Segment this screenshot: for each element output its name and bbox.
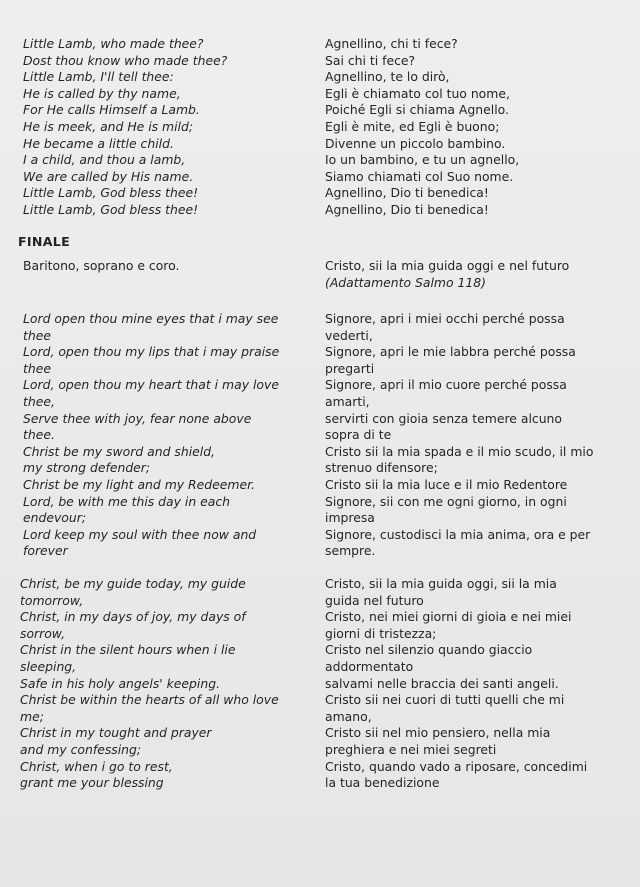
verse-line: Christ, in my days of joy, my days of	[20, 609, 246, 625]
verse-line: Christ, when i go to rest,	[20, 758, 173, 774]
verse-line: thee	[23, 327, 51, 343]
verse-line: Cristo, nei miei giorni di gioia e nei miei	[325, 609, 572, 625]
verse-line: impresa	[325, 510, 375, 526]
finale-title-line: Cristo, sii la mia guida oggi e nel futuro	[325, 258, 570, 273]
stanza3-english	[20, 576, 310, 792]
verse-line: He is called by thy name,	[23, 85, 181, 101]
verse-line: Agnellino, te lo dirò,	[325, 69, 450, 85]
verse-line: Cristo sii la mia luce e il mio Redentore	[325, 476, 568, 492]
verse-line: Lord keep my soul with thee now and	[23, 526, 257, 542]
verse-line: Signore, apri il mio cuore perché possa	[325, 377, 567, 393]
verse-line: vederti,	[325, 327, 373, 343]
verse-line: Cristo sii la mia spada e il mio scudo, il mio	[325, 443, 594, 459]
verse-line: Christ in my tought and prayer	[20, 725, 212, 741]
verse-line: and my confessing;	[20, 741, 142, 757]
verse-line: Little Lamb, God bless thee!	[23, 185, 199, 201]
verse-line: Little Lamb, I'll tell thee:	[23, 69, 174, 85]
verse-line: Signore, apri le mie labbra perché possa	[325, 344, 576, 360]
verse-line: Io un bambino, e tu un agnello,	[325, 152, 520, 168]
verse-line: Agnellino, Dio ti benedica!	[325, 185, 489, 201]
verse-line: Agnellino, chi ti fece?	[325, 36, 458, 51]
verse-line: salvami nelle braccia dei santi angeli.	[325, 675, 559, 691]
verse-line: Signore, custodisci la mia anima, ora e per	[325, 526, 591, 542]
verse-line: amarti,	[325, 393, 370, 409]
verse-line: Egli è mite, ed Egli è buono;	[325, 118, 500, 134]
verse-line: I a child, and thou a lamb,	[23, 152, 186, 168]
verse-line: Little Lamb, God bless thee!	[23, 201, 199, 217]
verse-line: Divenne un piccolo bambino.	[325, 135, 506, 151]
verse-line: Dost thou know who made thee?	[23, 52, 228, 68]
verse-line: sleeping,	[20, 658, 77, 674]
verse-line: He became a little child.	[23, 135, 174, 151]
verse-line: forever	[23, 543, 68, 559]
verse-line: thee	[23, 360, 51, 376]
verse-line: Sai chi ti fece?	[325, 52, 416, 68]
verse-line: Cristo sii nei cuori di tutti quelli che mi	[325, 692, 565, 708]
verse-line: Christ be my light and my Redeemer.	[23, 476, 255, 492]
verse-line: Agnellino, Dio ti benedica!	[325, 201, 489, 217]
verse-line: Signore, apri i miei occhi perché possa	[325, 311, 565, 326]
verse-line: pregarti	[325, 360, 375, 376]
verse-line: He is meek, and He is mild;	[23, 118, 194, 134]
verse-line: sorrow,	[20, 625, 66, 641]
verse-line: Cristo, quando vado a riposare, concedimi	[325, 758, 588, 774]
verse-line: servirti con gioia senza temere alcuno	[325, 410, 562, 426]
verse-line: me;	[20, 708, 44, 724]
verse-line: Poiché Egli si chiama Agnello.	[325, 102, 509, 118]
stanza2-english	[23, 311, 313, 560]
verse-line: Cristo nel silenzio quando giaccio	[325, 642, 533, 658]
section-heading-finale: FINALE	[18, 234, 71, 249]
verse-line: Egli è chiamato col tuo nome,	[325, 85, 510, 101]
verse-line: thee.	[23, 427, 55, 443]
verse-line: Siamo chiamati col Suo nome.	[325, 168, 514, 184]
verse-line: Signore, sii con me ogni giorno, in ogni	[325, 493, 567, 509]
verse-line: Christ in the silent hours when i lie	[20, 642, 236, 658]
stanza2-italian	[325, 311, 630, 560]
verse-line: endevour;	[23, 510, 86, 526]
verse-line: Cristo sii nel mio pensiero, nella mia	[325, 725, 551, 741]
stanza1-english	[23, 36, 313, 219]
verse-line: preghiera e nei miei segreti	[325, 741, 497, 757]
verse-line: Christ be within the hearts of all who love	[20, 692, 279, 708]
verse-line: grant me your blessing	[20, 775, 164, 791]
verse-line: la tua benedizione	[325, 775, 440, 791]
stanza1-italian	[325, 36, 630, 219]
finale-subtitle: (Adattamento Salmo 118)	[325, 274, 486, 290]
verse-line: Serve thee with joy, fear none above	[23, 410, 252, 426]
verse-line: strenuo difensore;	[325, 460, 438, 476]
finale-title	[325, 258, 569, 291]
verse-line: Lord, open thou my heart that i may love	[23, 377, 279, 393]
verse-line: sempre.	[325, 543, 376, 559]
verse-line: Little Lamb, who made thee?	[23, 36, 204, 51]
verse-line: For He calls Himself a Lamb.	[23, 102, 200, 118]
verse-line: sopra di te	[325, 427, 392, 443]
verse-line: Cristo, sii la mia guida oggi, sii la mia	[325, 576, 557, 591]
stanza3-italian	[325, 576, 630, 792]
verse-line: tomorrow,	[20, 592, 84, 608]
finale-performers: Baritono, soprano e coro.	[23, 258, 180, 273]
verse-line: Safe in his holy angels' keeping.	[20, 675, 221, 691]
verse-line: addormentato	[325, 658, 414, 674]
verse-line: Lord, be with me this day in each	[23, 493, 230, 509]
verse-line: thee,	[23, 393, 55, 409]
verse-line: giorni di tristezza;	[325, 625, 437, 641]
verse-line: Lord open thou mine eyes that i may see	[23, 311, 279, 326]
verse-line: We are called by His name.	[23, 168, 194, 184]
verse-line: guida nel futuro	[325, 592, 424, 608]
verse-line: amano,	[325, 708, 372, 724]
verse-line: Lord, open thou my lips that i may praise	[23, 344, 280, 360]
verse-line: my strong defender;	[23, 460, 151, 476]
verse-line: Christ be my sword and shield,	[23, 443, 216, 459]
verse-line: Christ, be my guide today, my guide	[20, 576, 246, 591]
